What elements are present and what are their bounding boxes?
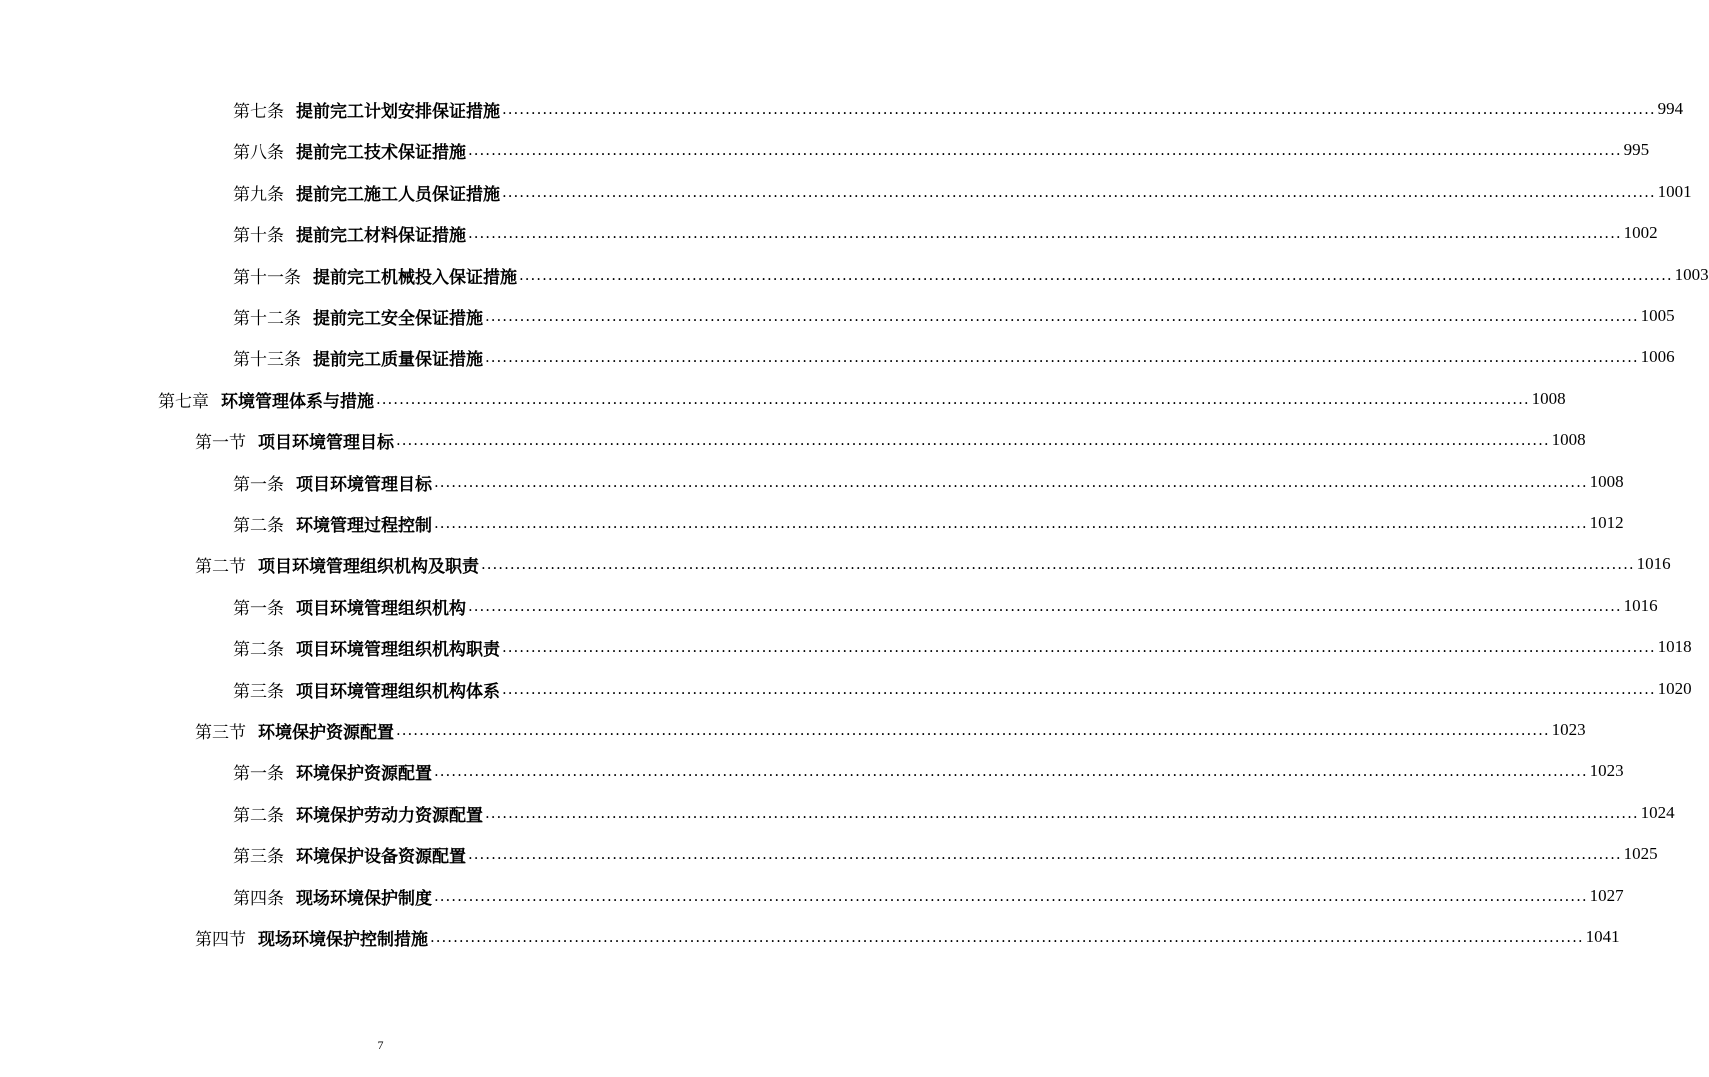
toc-leader-dots: ........................................................................................................................................................................................................: [519, 266, 1673, 284]
toc-entry[interactable]: [195, 425, 1586, 455]
toc-entry-page: 1008: [1589, 472, 1624, 491]
toc-entry-number: 第十三条: [233, 349, 301, 370]
toc-leader-dots: ........................................................................................................................................................................................................: [485, 307, 1639, 325]
toc-entry-title: 环境保护资源配置: [296, 763, 432, 784]
toc-entry-page: 1027: [1589, 886, 1624, 905]
toc-entry-title: 提前完工技术保证措施: [296, 142, 466, 163]
toc-entry-number: 第十一条: [233, 267, 301, 288]
toc-entry-number: 第八条: [233, 142, 284, 163]
toc-entry[interactable]: [233, 260, 1709, 290]
toc-entry[interactable]: [233, 218, 1658, 248]
toc-leader-dots: ........................................................................................................................................................................................................: [502, 680, 1656, 698]
toc-leader-dots: ........................................................................................................................................................................................................: [468, 141, 1622, 159]
toc-entry[interactable]: [233, 94, 1684, 124]
toc-entry-page: 1023: [1551, 720, 1586, 739]
toc-entry-title: 环境管理过程控制: [296, 515, 432, 536]
toc-entry-title: 提前完工质量保证措施: [313, 349, 483, 370]
toc-entry-number: 第二条: [233, 639, 284, 660]
toc-entry[interactable]: [233, 467, 1624, 497]
toc-entry-number: 第二条: [233, 515, 284, 536]
toc-entry[interactable]: [195, 922, 1620, 952]
toc-entry[interactable]: [195, 715, 1586, 745]
toc-leader-dots: ........................................................................................................................................................................................................: [434, 887, 1588, 905]
toc-entry-title: 环境保护设备资源配置: [296, 846, 466, 867]
toc-entry-title: 提前完工施工人员保证措施: [296, 184, 500, 205]
toc-entry-title: 环境保护资源配置: [258, 722, 394, 743]
toc-leader-dots: ........................................................................................................................................................................................................: [485, 348, 1639, 366]
toc-entry-page: 1018: [1657, 637, 1692, 656]
toc-entry-page: 994: [1657, 99, 1684, 118]
toc-leader-dots: ........................................................................................................................................................................................................: [434, 514, 1588, 532]
toc-entry-number: 第三条: [233, 681, 284, 702]
toc-leader-dots: ........................................................................................................................................................................................................: [481, 555, 1635, 573]
toc-entry-number: 第二节: [195, 556, 246, 577]
toc-entry[interactable]: [233, 798, 1675, 828]
toc-entry-number: 第四节: [195, 929, 246, 950]
toc-entry-page: 1016: [1623, 596, 1658, 615]
toc-entry-number: 第十二条: [233, 308, 301, 329]
toc-entry[interactable]: [233, 839, 1658, 869]
toc-entry-page: 1008: [1551, 430, 1586, 449]
toc-entry[interactable]: [233, 674, 1692, 704]
toc-entry-title: 提前完工安全保证措施: [313, 308, 483, 329]
toc-entry-title: 环境保护劳动力资源配置: [296, 805, 483, 826]
toc-leader-dots: ........................................................................................................................................................................................................: [468, 224, 1622, 242]
toc-entry-number: 第二条: [233, 805, 284, 826]
toc-entry-page: 1005: [1640, 306, 1675, 325]
toc-leader-dots: ........................................................................................................................................................................................................: [502, 638, 1656, 656]
toc-entry-title: 提前完工材料保证措施: [296, 225, 466, 246]
toc-entry-title: 提前完工机械投入保证措施: [313, 267, 517, 288]
toc-entry[interactable]: [233, 135, 1650, 165]
toc-entry-page: 1041: [1585, 927, 1620, 946]
toc-entry-page: 1012: [1589, 513, 1624, 532]
toc-entry-page: 1003: [1674, 265, 1709, 284]
toc-leader-dots: ........................................................................................................................................................................................................: [430, 928, 1584, 946]
toc-entry[interactable]: [233, 632, 1692, 662]
toc-entry-number: 第一条: [233, 474, 284, 495]
toc-entry-page: 1024: [1640, 803, 1675, 822]
toc-entry-title: 项目环境管理目标: [258, 432, 394, 453]
toc-entry[interactable]: [158, 384, 1566, 414]
toc-entry[interactable]: [233, 508, 1624, 538]
toc-entry-number: 第三节: [195, 722, 246, 743]
toc-entry-title: 项目环境管理组织机构及职责: [258, 556, 479, 577]
toc-entry[interactable]: [195, 549, 1671, 579]
toc-entry-page: 1025: [1623, 844, 1658, 863]
toc-entry-page: 995: [1623, 140, 1650, 159]
toc-entry-page: 1023: [1589, 761, 1624, 780]
toc-entry-page: 1001: [1657, 182, 1692, 201]
toc-leader-dots: ........................................................................................................................................................................................................: [502, 183, 1656, 201]
toc-leader-dots: ........................................................................................................................................................................................................: [502, 100, 1656, 118]
toc-entry-number: 第七章: [158, 391, 209, 412]
toc-entry-page: 1008: [1531, 389, 1566, 408]
toc-entry-number: 第一条: [233, 763, 284, 784]
toc-entry[interactable]: [233, 756, 1624, 786]
toc-entry-number: 第九条: [233, 184, 284, 205]
toc-entry-title: 项目环境管理组织机构职责: [296, 639, 500, 660]
page-number: 7: [377, 1038, 384, 1052]
toc-leader-dots: ........................................................................................................................................................................................................: [434, 473, 1588, 491]
toc-entry-number: 第十条: [233, 225, 284, 246]
toc-leader-dots: ........................................................................................................................................................................................................: [434, 762, 1588, 780]
toc-entry-page: 1002: [1623, 223, 1658, 242]
toc-entry-page: 1016: [1636, 554, 1671, 573]
toc-entry[interactable]: [233, 591, 1658, 621]
toc-entry-title: 现场环境保护制度: [296, 888, 432, 909]
toc-entry-page: 1020: [1657, 679, 1692, 698]
toc-leader-dots: ........................................................................................................................................................................................................: [468, 845, 1622, 863]
toc-entry[interactable]: [233, 881, 1624, 911]
toc-entry-number: 第三条: [233, 846, 284, 867]
toc-entry-page: 1006: [1640, 347, 1675, 366]
toc-entry[interactable]: [233, 177, 1692, 207]
toc-entry-title: 提前完工计划安排保证措施: [296, 101, 500, 122]
toc-entry[interactable]: [233, 301, 1675, 331]
toc-entry-title: 项目环境管理组织机构: [296, 598, 466, 619]
toc-leader-dots: ........................................................................................................................................................................................................: [485, 804, 1639, 822]
toc-entry[interactable]: [233, 342, 1675, 372]
toc-entry-number: 第四条: [233, 888, 284, 909]
toc-entry-title: 环境管理体系与措施: [221, 391, 374, 412]
toc-entry-number: 第七条: [233, 101, 284, 122]
toc-entry-number: 第一节: [195, 432, 246, 453]
toc-leader-dots: ........................................................................................................................................................................................................: [396, 431, 1550, 449]
toc-leader-dots: ........................................................................................................................................................................................................: [376, 390, 1530, 408]
toc-entry-title: 项目环境管理目标: [296, 474, 432, 495]
toc-leader-dots: ........................................................................................................................................................................................................: [468, 597, 1622, 615]
toc-entry-title: 项目环境管理组织机构体系: [296, 681, 500, 702]
toc-leader-dots: ........................................................................................................................................................................................................: [396, 721, 1550, 739]
toc-entry-number: 第一条: [233, 598, 284, 619]
toc-entry-title: 现场环境保护控制措施: [258, 929, 428, 950]
